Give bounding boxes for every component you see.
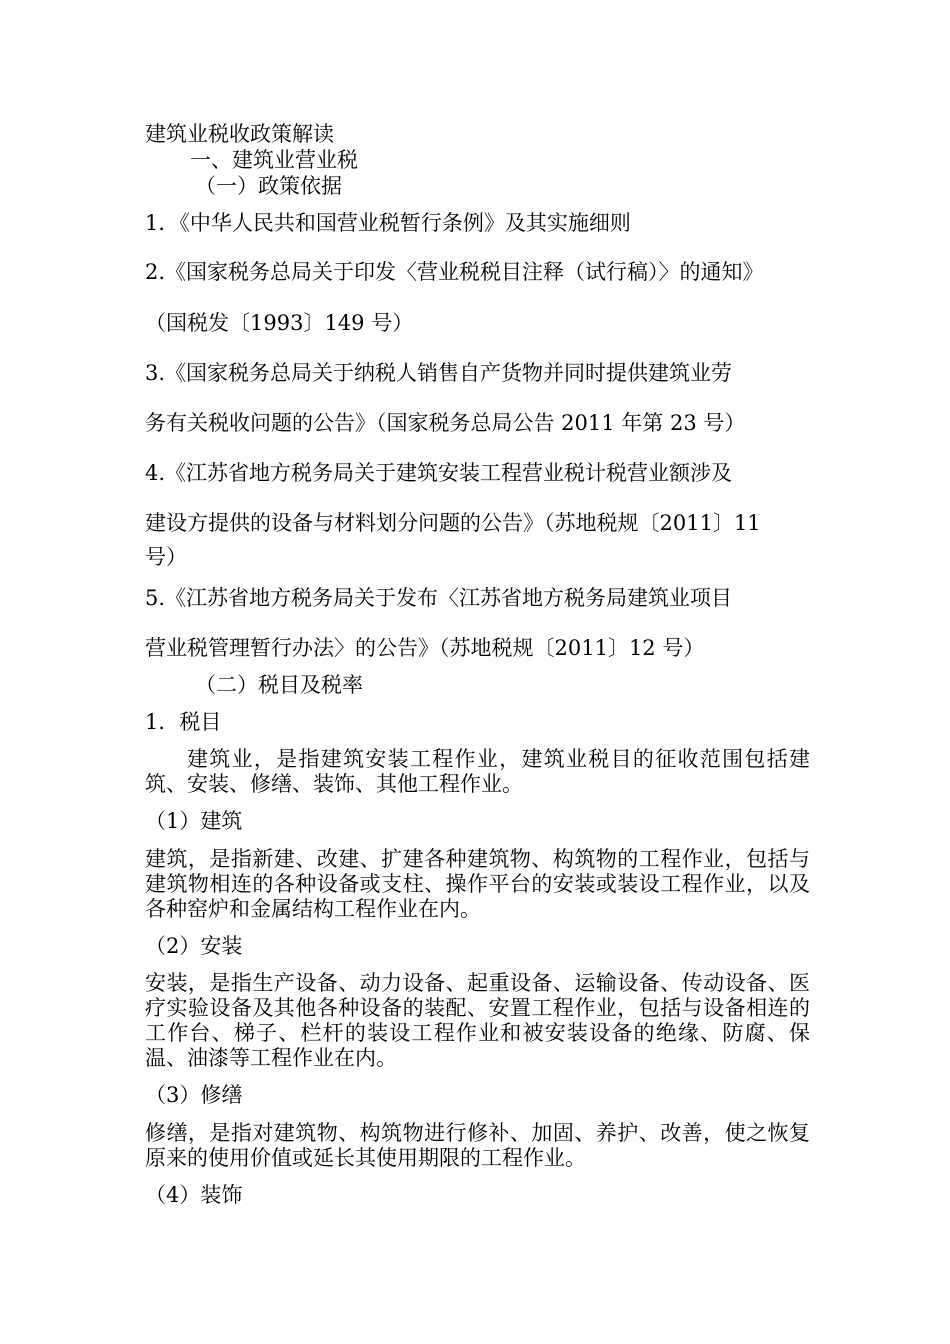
body-paragraph: 建筑业，是指建筑安装工程作业，建筑业税目的征收范围包括建筑、安装、修缮、装饰、其他工程作业。 bbox=[145, 747, 810, 796]
section-heading: 一、建筑业营业税 bbox=[190, 148, 358, 172]
basis-line: 5.《江苏省地方税务局关于发布〈江苏省地方税务局建筑业项目 bbox=[145, 586, 733, 610]
subsection-heading: （二）税目及税率 bbox=[195, 673, 363, 697]
body-paragraph: 安装，是指生产设备、动力设备、起重设备、运输设备、传动设备、医疗实验设备及其他各种设备的装配、安置工程作业，包括与设备相连的工作台、梯子、栏杆的装设工程作业和被安装设备的绝缘、防腐、保温、油漆等工程作业在内。 bbox=[145, 971, 810, 1070]
body-paragraph: 建筑，是指新建、改建、扩建各种建筑物、构筑物的工程作业，包括与建筑物相连的各种设备或支柱、操作平台的安装或装设工程作业，以及各种窑炉和金属结构工程作业在内。 bbox=[145, 847, 810, 921]
basis-line: 营业税管理暂行办法〉的公告》（苏地税规〔2011〕12 号） bbox=[145, 636, 705, 660]
basis-line: 1．《中华人民共和国营业税暂行条例》及其实施细则 bbox=[145, 211, 631, 235]
subitem-heading: （1）建筑 bbox=[145, 809, 243, 833]
subsection-heading: （一）政策依据 bbox=[195, 174, 342, 198]
document-title: 建筑业税收政策解读 bbox=[145, 122, 334, 146]
basis-line: （国税发〔1993〕149 号） bbox=[145, 311, 414, 335]
subitem-heading: （4）装饰 bbox=[145, 1183, 243, 1207]
basis-line: 建设方提供的设备与材料划分问题的公告》（苏地税规〔2011〕11 bbox=[145, 511, 761, 535]
basis-line: 2.《国家税务总局关于印发〈营业税税目注释（试行稿）〉的通知》 bbox=[145, 260, 764, 284]
item-heading: 1．税目 bbox=[145, 710, 222, 734]
body-paragraph: 修缮，是指对建筑物、构筑物进行修补、加固、养护、改善，使之恢复原来的使用价值或延长其使用期限的工程作业。 bbox=[145, 1121, 810, 1170]
basis-line: 号） bbox=[145, 545, 187, 569]
basis-line: 务有关税收问题的公告》（国家税务总局公告 2011 年第 23 号） bbox=[145, 411, 746, 435]
subitem-heading: （2）安装 bbox=[145, 934, 243, 958]
basis-line: 4.《江苏省地方税务局关于建筑安装工程营业税计税营业额涉及 bbox=[145, 461, 733, 485]
basis-line: 3.《国家税务总局关于纳税人销售自产货物并同时提供建筑业劳 bbox=[145, 361, 733, 385]
subitem-heading: （3）修缮 bbox=[145, 1083, 243, 1107]
